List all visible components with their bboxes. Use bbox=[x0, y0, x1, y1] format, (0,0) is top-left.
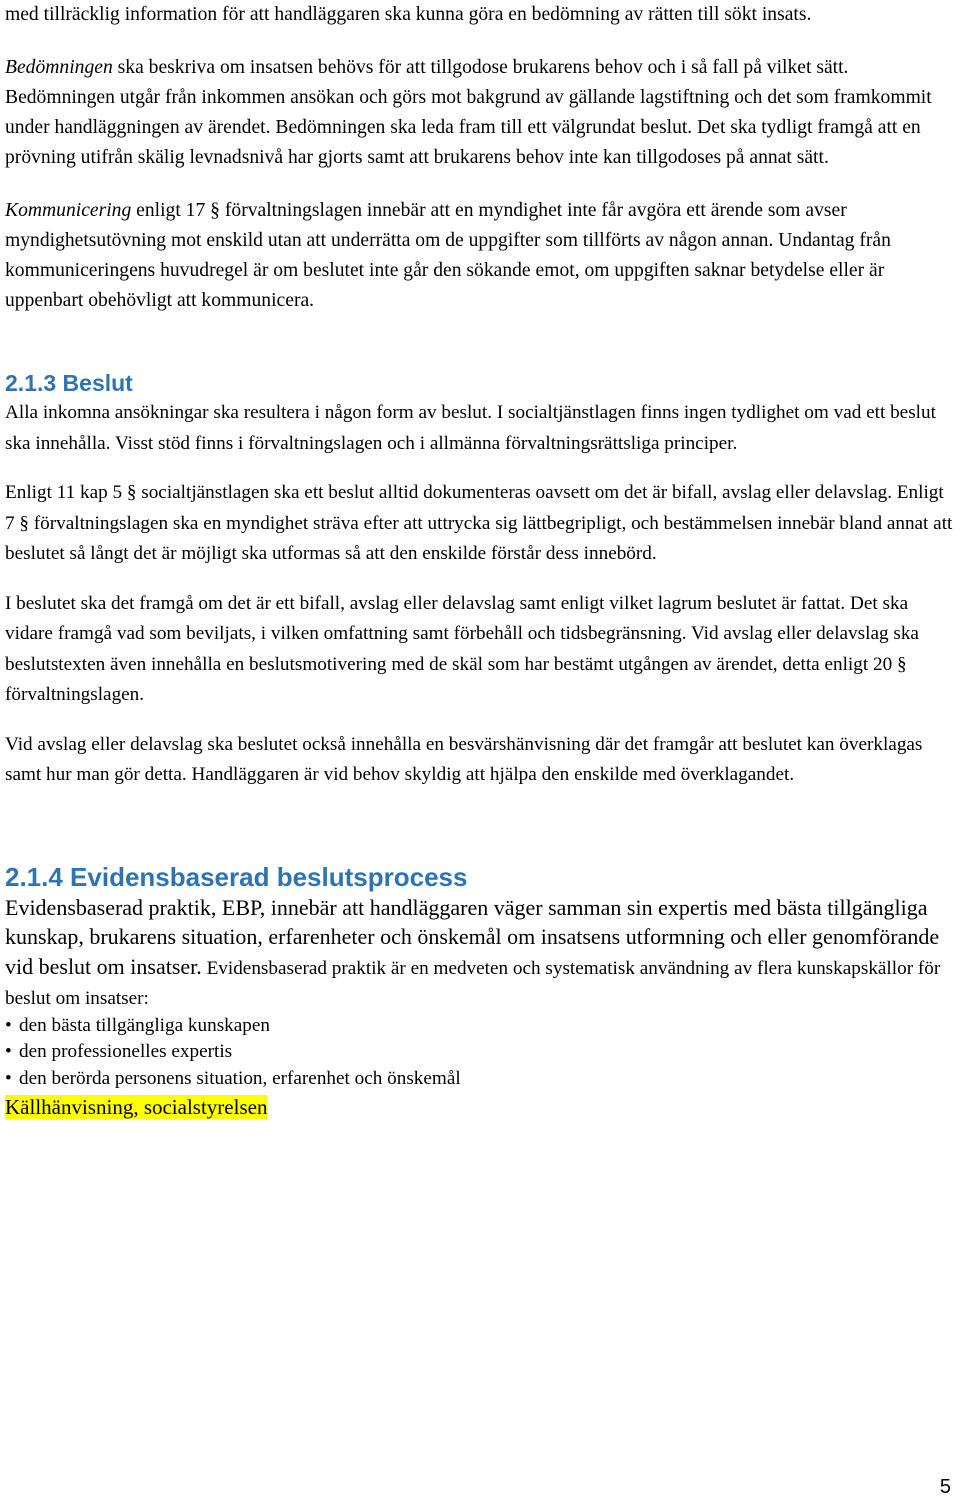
source-reference bbox=[5, 1092, 957, 1122]
heading-beslut: 2.1.3 Beslut bbox=[5, 370, 133, 396]
page-number: 5 bbox=[939, 1476, 951, 1498]
term-bedomningen: Bedömningen bbox=[5, 57, 113, 78]
list-item: • den berörda personens situation, erfarenhet och önskemål bbox=[5, 1066, 957, 1093]
document-page bbox=[5, 0, 957, 1122]
paragraph-beslut-2: Enligt 11 kap 5 § socialtjänstlagen ska ett beslut alltid dokumenteras oavsett om det är bifall, avslag eller delavslag. Enligt 7 § förvaltningslagen ska en myndighet sträva efter att uttrycka sig lättbegripligt, och bestämmelsen innebär bland annat att beslutet så långt det är möjligt ska utformas så att den enskilde förstår dess innebörd. bbox=[5, 482, 953, 564]
bedomning-text: ska beskriva om insatsen behövs för att tillgodose brukarens behov och i så fall på vilket sätt. Bedömningen utgår från inkommen ansökan och görs mot bakgrund av gällande lagstiftning och det som framkommit under handläggningen av ärendet. Bedömningen ska leda fram till ett välgrundat beslut. Det ska tydligt framgå att en prövning utifrån skälig levnadsnivå har gjorts samt att brukarens behov inte kan tillgodoses på annat sätt. bbox=[5, 57, 932, 168]
ebp-large-text: Evidensbaserad praktik, EBP, innebär att handläggaren väger samman sin expertis med bästa tillgängliga kunskap, brukarens situation, erfarenheter och önskemål om insatsens utformning och eller genomförande vid beslut om insatser. bbox=[5, 894, 940, 979]
list-item: • den bästa tillgängliga kunskapen bbox=[5, 1013, 957, 1040]
heading-evidensbaserad: 2.1.4 Evidensbaserad beslutsprocess bbox=[5, 861, 468, 892]
paragraph-intro: med tillräcklig information för att handläggaren ska kunna göra en bedömning av rätten till sökt insats. bbox=[5, 4, 812, 25]
kommunicering-text: enligt 17 § förvaltningslagen innebär att en myndighet inte får avgöra ett ärende som avser myndighetsutövning mot enskild utan att underrätta om de uppgifter som tillförts av någon annan. Undantag från kommuniceringens huvudregel är om beslutet inte går den sökande emot, om uppgiften saknar betydelse eller är uppenbart obehövligt att kommunicera. bbox=[5, 200, 891, 311]
ebp-small-text: Evidensbaserad praktik är en medveten och systematisk användning av flera kunskapskällor för beslut om insatser: bbox=[5, 957, 941, 1009]
paragraph-beslut-3: I beslutet ska det framgå om det är ett bifall, avslag eller delavslag samt enligt vilket lagrum beslutet är fattat. Det ska vidare framgå vad som beviljats, i vilken omfattning samt förbehåll och tidsbegränsning. Vid avslag eller delavslag ska beslutstexten även innehålla en beslutsmotivering med de skäl som har bestämt utgången av ärendet, detta enligt 20 § förvaltningslagen. bbox=[5, 592, 919, 705]
paragraph-bedomning bbox=[5, 53, 957, 173]
source-highlight: Källhänvisning, socialstyrelsen bbox=[5, 1095, 268, 1119]
paragraph-beslut-4: Vid avslag eller delavslag ska beslutet också innehålla en besvärshänvisning där det framgår att beslutet kan överklagas samt hur man gör detta. Handläggaren är vid behov skyldig att hjälpa den enskilde med överklagandet. bbox=[5, 733, 923, 785]
term-kommunicering: Kommunicering bbox=[5, 200, 132, 221]
paragraph-kommunicering bbox=[5, 196, 957, 316]
list-item: • den professionelles expertis bbox=[5, 1039, 957, 1066]
bullet-list bbox=[5, 1013, 957, 1093]
paragraph-ebp bbox=[5, 893, 957, 1013]
paragraph-beslut-1: Alla inkomna ansökningar ska resultera i någon form av beslut. I socialtjänstlagen finns ingen tydlighet om vad ett beslut ska innehålla. Visst stöd finns i förvaltningslagen och i allmänna förvaltningsrättsliga principer. bbox=[5, 402, 936, 454]
